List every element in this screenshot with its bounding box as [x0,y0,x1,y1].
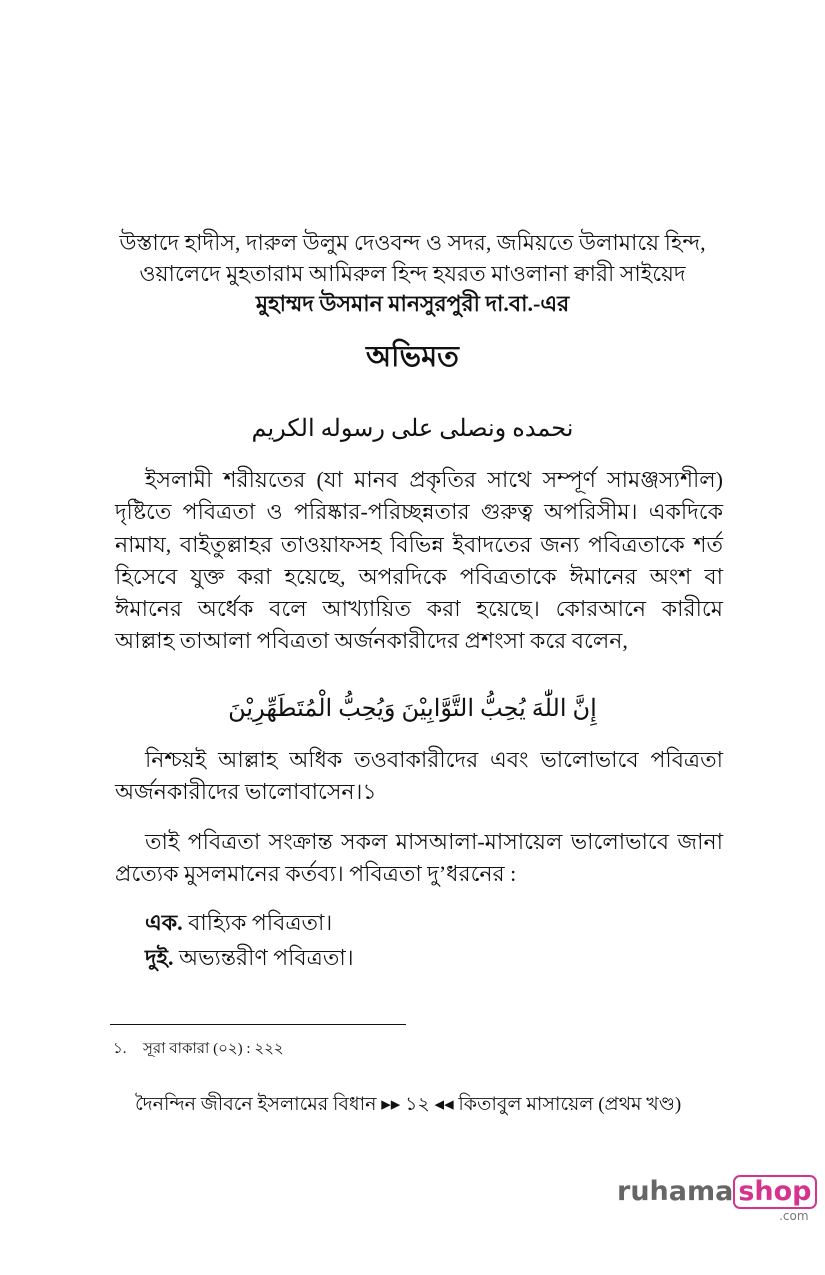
arabic-opening: نحمده ونصلى على رسوله الكريم [251,416,574,442]
paragraph-line: দৃষ্টিতে পবিত্রতা ও পরিষ্কার-পরিচ্ছন্নতার গুরুত্ব অপরিসীম। একদিকে [115,499,723,525]
paragraph-line: অর্জনকারীদের ভালোবাসেন।১ [115,779,377,805]
header-line-1: উস্তাদে হাদীস, দারুল উলুম দেওবন্দ ও সদর, জমিয়তে উলামায়ে হিন্দ, [119,230,706,255]
logo-domain: .com [779,1209,809,1223]
paragraph-2 [115,744,723,809]
paragraph-line: ইসলামী শরীয়তের (যা মানব প্রকৃতির সাথে সম্পূর্ণ সামঞ্জস্যশীল) [145,467,723,492]
footnote-divider [110,1024,406,1025]
list-item [145,940,354,975]
footnote-text: সূরা বাকারা (০২) : ২২২ [143,1041,284,1057]
paragraph-line: তাই পবিত্রতা সংক্রান্ত সকল মাসআলা-মাসায়েল ভালোভাবে জানা [145,829,723,854]
paragraph-line: আল্লাহ তাআলা পবিত্রতা অর্জনকারীদের প্রশংসা করে বলেন, [115,628,628,654]
logo-shop: shop [733,1175,816,1209]
header-line-2: ওয়ালেদে মুহতারাম আমিরুল হিন্দ হযরত মাওলানা ক্বারী সাইয়েদ [139,261,686,286]
paragraph-1 [115,464,723,658]
quran-verse: إِنَّ اللّٰهَ يُحِبُّ التَّوَّابِيْنَ وَيُحِبُّ الْمُتَطَهِّرِيْنَ [228,696,597,722]
paragraph-3 [115,826,723,891]
book-title: দৈনন্দিন জীবনে ইসলামের বিধান [135,1094,377,1115]
arrow-right-icon: ▸▸ [381,1094,401,1115]
page-title: অভিমত [366,341,459,373]
series-title: কিতাবুল মাসায়েল (প্রথম খণ্ড) [458,1094,682,1115]
logo-brand: ruhama [617,1176,734,1207]
list-item [145,905,332,940]
paragraph-line: হিসেবে যুক্ত করা হয়েছে, অপরদিকে পবিত্রতাকে ঈমানের অংশ বা [115,563,723,589]
list-item-label: দুই. [145,945,174,970]
running-footer [135,1090,681,1122]
list-item-label: এক. [145,910,183,935]
list-item-text: বাহ্যিক পবিত্রতা। [182,910,333,935]
paragraph-line: প্রত্যেক মুসলমানের কর্তব্য। পবিত্রতা দু’ধরনের : [115,861,517,887]
list-item-text: অভ্যন্তরীণ পবিত্রতা। [173,945,354,970]
watermark-logo [617,1175,817,1223]
arrow-left-icon: ◂◂ [434,1094,454,1115]
page-number: ১২ [405,1094,430,1115]
header-line-3: মুহাম্মদ উসমান মানসুরপুরী দা.বা.-এর [255,291,570,316]
footnote [113,1037,284,1062]
paragraph-line: ঈমানের অর্ধেক বলে আখ্যায়িত করা হয়েছে। কোরআনে কারীমে [115,596,723,622]
footnote-number: ১. [113,1041,127,1057]
paragraph-line: নিশ্চয়ই আল্লাহ অধিক তওবাকারীদের এবং ভালোভাবে পবিত্রতা [145,747,723,772]
paragraph-line: নামায, বাইতুল্লাহর তাওয়াফসহ বিভিন্ন ইবাদতের জন্য পবিত্রতাকে শর্ত [115,531,723,557]
